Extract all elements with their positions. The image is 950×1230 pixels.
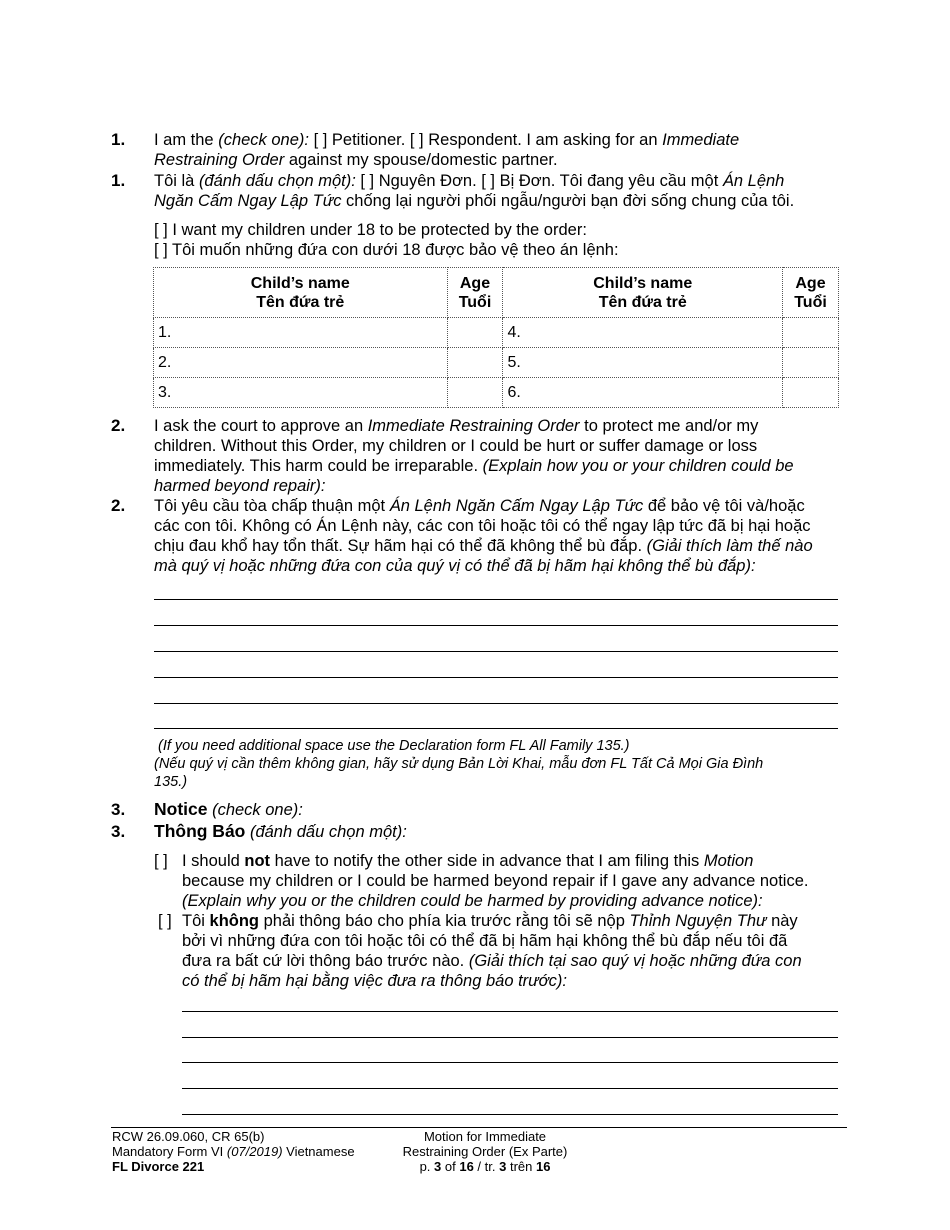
- additional-space-note-en: (If you need additional space use the Declaration form FL All Family 135.): [158, 738, 630, 754]
- children-protect-checkbox-en[interactable]: [ ] I want my children under 18 to be protected by the order:: [154, 221, 587, 239]
- item-3-number-vi: 3.: [111, 822, 126, 841]
- table-row: [154, 378, 839, 408]
- item-1-text-en: I am the (check one): [ ] Petitioner. [ ] Respondent. I am asking for an Immediate Restraining Order against my spouse/domestic partner.: [154, 131, 740, 169]
- col-age: Age Tuổi: [783, 268, 839, 318]
- notice-explain-line[interactable]: [182, 1114, 838, 1115]
- footer-left: RCW 26.09.060, CR 65(b) Mandatory Form VI (07/2019) Vietnamese FL Divorce 221: [112, 1129, 355, 1174]
- notice-heading-en: Notice (check one):: [154, 799, 303, 819]
- item-1-text-vi: Tôi là (đánh dấu chọn một): [ ] Nguyên Đơn. [ ] Bị Đơn. Tôi đang yêu cầu một Án Lệnh Ngăn Cấm Ngay Lập Tức chống lại người phối ngẫu/người bạn đời sống chung của tôi.: [154, 172, 795, 210]
- notice-checkbox-en[interactable]: [ ]: [154, 852, 168, 870]
- child-name-cell[interactable]: 6.: [503, 378, 783, 408]
- explain-line[interactable]: [154, 599, 838, 600]
- child-name-cell[interactable]: 5.: [503, 348, 783, 378]
- item-3-number: 3.: [111, 800, 126, 819]
- explain-line[interactable]: [154, 728, 838, 729]
- item-2-number: 2.: [111, 416, 126, 435]
- additional-space-note-vi: (Nếu quý vị cần thêm không gian, hãy sử dụng Bản Lời Khai, mẫu đơn FL Tất Cả Mọi Gia Đình 135.): [154, 756, 764, 790]
- footer-center: Motion for Immediate Restraining Order (Ex Parte) p. 3 of 16 / tr. 3 trên 16: [402, 1129, 568, 1174]
- notice-heading-vi: Thông Báo (đánh dấu chọn một):: [154, 821, 407, 841]
- item-2-text-vi: Tôi yêu cầu tòa chấp thuận một Án Lệnh Ngăn Cấm Ngay Lập Tức để bảo vệ tôi và/hoặc các con tôi. Không có Án Lệnh này, các con tôi hoặc tôi có thể ngay lập tức đã bị hại hoặc chịu đau khổ hay tổn thất. Sự hãm hại có thể đã không thể bù đắp. (Giải thích làm thế nào mà quý vị hoặc những đứa con của quý vị có thể đã bị hãm hại không thể bù đắp):: [154, 497, 813, 575]
- child-age-cell[interactable]: [447, 378, 503, 408]
- explain-line[interactable]: [154, 625, 838, 626]
- child-age-cell[interactable]: [447, 318, 503, 348]
- table-row: [154, 318, 839, 348]
- child-name-cell[interactable]: 3.: [154, 378, 448, 408]
- page-number: p. 3 of 16 / tr. 3 trên 16: [419, 1159, 551, 1174]
- notice-explain-line[interactable]: [182, 1088, 838, 1089]
- explain-line[interactable]: [154, 677, 838, 678]
- notice-explain-line[interactable]: [182, 1011, 838, 1012]
- child-name-cell[interactable]: 1.: [154, 318, 448, 348]
- child-age-cell[interactable]: [447, 348, 503, 378]
- notice-explain-line[interactable]: [182, 1062, 838, 1063]
- explain-line[interactable]: [154, 703, 838, 704]
- item-1-number: 1.: [111, 130, 126, 149]
- col-childs-name: Child’s name Tên đứa trẻ: [154, 268, 448, 318]
- child-name-cell[interactable]: 2.: [154, 348, 448, 378]
- item-1-number-vi: 1.: [111, 171, 126, 190]
- notice-explain-line[interactable]: [182, 1037, 838, 1038]
- item-2-number-vi: 2.: [111, 496, 126, 515]
- item-2-text-en: I ask the court to approve an Immediate Restraining Order to protect me and/or my children. Without this Order, my children or I could be hurt or suffer damage or loss immediately. This harm could be irreparable. (Explain how you or your children could be harmed beyond repair):: [154, 417, 794, 495]
- notice-option-vi: Tôi không phải thông báo cho phía kia trước rằng tôi sẽ nộp Thỉnh Nguyện Thư này bởi vì những đứa con tôi hoặc tôi có thể đã bị hãm hại không thể bù đắp nếu tôi đã đưa ra bất cứ lời thông báo trước nào. (Giải thích tại sao quý vị hoặc những đứa con có thể bị hãm hại bằng việc đưa ra thông báo trước):: [182, 912, 802, 990]
- explain-line[interactable]: [154, 651, 838, 652]
- table-row: [154, 348, 839, 378]
- footer-divider: [111, 1127, 847, 1128]
- col-age: Age Tuổi: [447, 268, 503, 318]
- col-childs-name: Child’s name Tên đứa trẻ: [503, 268, 783, 318]
- child-age-cell[interactable]: [783, 318, 839, 348]
- notice-checkbox-vi[interactable]: [ ]: [158, 912, 172, 930]
- notice-option-en: I should not have to notify the other side in advance that I am filing this Motion because my children or I could be harmed beyond repair if I gave any advance notice. (Explain why you or the children could be harmed by providing advance notice):: [182, 852, 809, 910]
- child-age-cell[interactable]: [783, 378, 839, 408]
- child-name-cell[interactable]: 4.: [503, 318, 783, 348]
- children-protect-checkbox-vi[interactable]: [ ] Tôi muốn những đứa con dưới 18 được bảo vệ theo án lệnh:: [154, 241, 619, 259]
- children-table: [153, 267, 839, 408]
- child-age-cell[interactable]: [783, 348, 839, 378]
